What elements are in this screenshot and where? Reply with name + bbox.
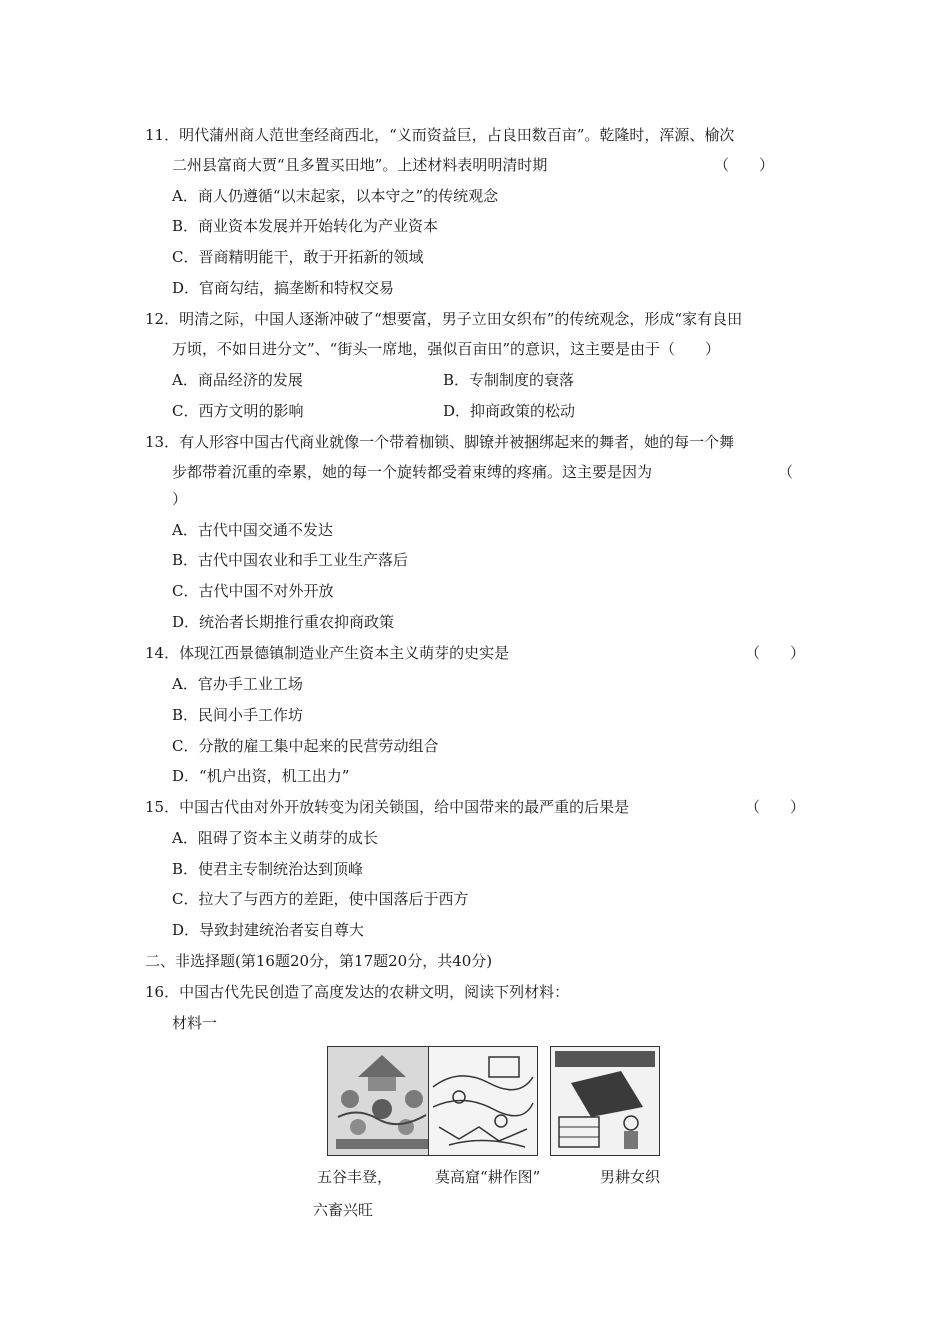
q12-stem-line2: 万顷，不如日进分文”、“街头一席地，强似百亩田”的意识，这主要是由于（ ） (172, 340, 721, 358)
cave-farming-illustration (428, 1046, 538, 1156)
q14-option-b: B．民间小手工作坊 (172, 706, 304, 724)
caption-cave-farming: 莫高窟“耕作图” (435, 1168, 541, 1186)
q12-option-d: D．抑商政策的松动 (443, 402, 576, 420)
q14-answer-blank: （ ） (745, 644, 806, 662)
q11-option-d: D．官商勾结，搞垄断和特权交易 (172, 279, 395, 297)
q11-option-b: B．商业资本发展并开始转化为产业资本 (172, 217, 439, 235)
q13-option-c: C．古代中国不对外开放 (172, 582, 334, 600)
q13-option-d: D．统治者长期推行重农抑商政策 (172, 613, 395, 631)
caption-harvest-line1: 五谷丰登， (317, 1168, 393, 1186)
q14-option-a: A．官办手工业工场 (172, 675, 303, 693)
q14-stem-line1: 14．体现江西景德镇制造业产生资本主义萌芽的史实是 (145, 644, 510, 662)
caption-harvest-line2: 六畜兴旺 (313, 1201, 374, 1219)
q13-answer-blank-open: （ (778, 463, 794, 481)
q13-option-a: A．古代中国交通不发达 (172, 521, 333, 539)
q14-option-c: C．分散的雇工集中起来的民营劳动组合 (172, 737, 439, 755)
q13-stem-line1: 13．有人形容中国古代商业就像一个带着枷锁、脚镣并被捆绑起来的舞者，她的每一个舞 (145, 433, 735, 451)
q15-option-a: A．阻碍了资本主义萌芽的成长 (172, 829, 378, 847)
q15-option-d: D．导致封建统治者妄自尊大 (172, 921, 365, 939)
q13-answer-blank-close: ） (172, 490, 188, 508)
q14-option-d: D．“机户出资，机工出力” (172, 767, 350, 785)
q16-material-label: 材料一 (172, 1014, 218, 1032)
q12-option-a: A．商品经济的发展 (172, 371, 303, 389)
q13-option-b: B．古代中国农业和手工业生产落后 (172, 551, 409, 569)
q11-stem-line1: 11．明代蒲州商人范世奎经商西北，“义而资益巨，占良田数百亩”。乾隆时，浑源、榆次 (145, 126, 735, 144)
q11-answer-blank: （ ） (714, 156, 775, 174)
section-heading: 二、非选择题(第16题20分，第17题20分，共40分) (145, 952, 493, 970)
q12-option-b: B．专制制度的衰落 (443, 371, 575, 389)
q16-stem-line1: 16．中国古代先民创造了高度发达的农耕文明，阅读下列材料： (145, 983, 570, 1001)
q13-stem-line2: 步都带着沉重的牵累，她的每一个旋转都受着束缚的疼痛。这主要是因为 (172, 463, 653, 481)
q12-stem-line1: 12．明清之际，中国人逐渐冲破了“想要富，男子立田女织布”的传统观念，形成“家有良田 (145, 310, 743, 328)
harvest-illustration (327, 1046, 437, 1156)
caption-farming-weaving: 男耕女织 (600, 1168, 661, 1186)
q11-stem-line2: 二州县富商大贾“且多置买田地”。上述材料表明明清时期 (172, 156, 548, 174)
q12-option-c: C．西方文明的影响 (172, 402, 304, 420)
q15-stem-line1: 15．中国古代由对外开放转变为闭关锁国，给中国带来的最严重的后果是 (145, 798, 630, 816)
q11-option-a: A．商人仍遵循“以末起家，以本守之”的传统观念 (172, 187, 499, 205)
q15-option-b: B．使君主专制统治达到顶峰 (172, 860, 364, 878)
q15-answer-blank: （ ） (745, 798, 806, 816)
q15-option-c: C．拉大了与西方的差距，使中国落后于西方 (172, 890, 469, 908)
farming-weaving-illustration (550, 1046, 660, 1156)
q11-option-c: C．晋商精明能干，敢于开拓新的领域 (172, 248, 424, 266)
